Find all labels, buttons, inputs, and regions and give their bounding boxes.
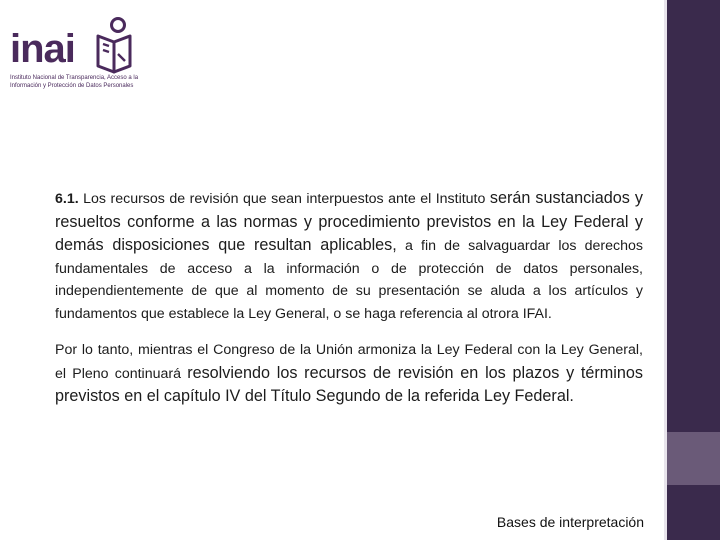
sidebar-accent-block	[667, 432, 720, 485]
logo-subtitle	[10, 74, 150, 90]
section-number: 6.1.	[55, 191, 79, 207]
paragraph1-emphasis: serán sustanciados y resueltos conforme a las normas y procedimiento previstos en la Ley Federal y demás disposiciones que resultan aplicables,	[55, 189, 643, 254]
paragraph-6-1	[55, 187, 643, 325]
logo-subtitle-line1: Instituto Nacional de Transparencia, Acceso a la	[10, 75, 139, 81]
paragraph1-text3: a fin de salvaguardar los derechos fundamentales de acceso a la información o de protección de datos personales, independientemente de que al momento de su presentación se aluda a los artículos y fundamentos que establece la Ley General, o se haga referencia al otrora IFAI.	[55, 238, 644, 322]
logo-wordmark: inai	[10, 27, 75, 71]
paragraph-por-lo-tanto	[55, 339, 643, 409]
person-book-icon	[92, 16, 136, 76]
inai-logo	[8, 16, 143, 94]
logo-subtitle-line2: Información y Protección de Datos Personales	[10, 83, 134, 89]
paragraph2-text1: Por lo tanto, mientras el Congreso de la Unión armoniza la Ley Federal con la Ley General, el Pleno continuará	[55, 342, 643, 382]
document-body	[55, 187, 643, 409]
footer-label: Bases de interpretación	[496, 514, 644, 530]
paragraph1-text1: Los recursos de revisión que sean interpuestos ante el Instituto	[78, 191, 490, 207]
paragraph2-emphasis: resolviendo los recursos de revisión en los plazos y términos previstos en el capítulo IV del Título Segundo de la referida Ley Federal.	[55, 363, 643, 405]
